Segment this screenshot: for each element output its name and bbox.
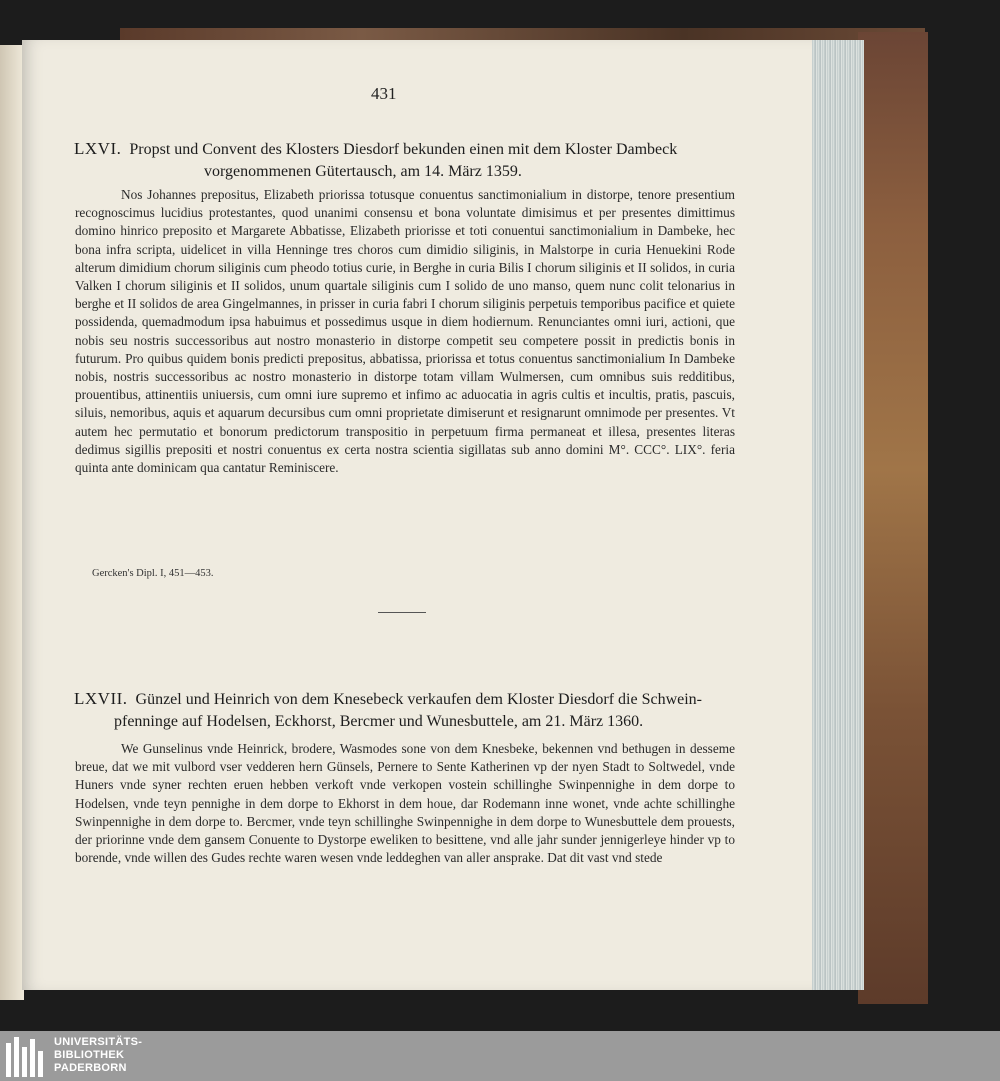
document-67-heading <box>74 688 734 733</box>
page-number: 431 <box>371 84 397 103</box>
library-logo-icon <box>4 1035 48 1077</box>
document-66-title-line1: Propst und Convent des Klosters Diesdorf bekunden einen mit dem Kloster Dambeck <box>129 141 678 158</box>
document-66-reference: Gercken's Dipl. I, 451—453. <box>92 568 214 579</box>
facing-page-edge <box>0 45 24 1000</box>
document-67-number: LXVII. <box>74 689 128 708</box>
library-name <box>54 1036 142 1075</box>
document-66-text <box>75 186 735 477</box>
document-67-paragraph: We Gunselinus vnde Heinrick, brodere, Wasmodes sone von dem Knesbeke, bekennen vnd bethugen in desseme breue, dat we mit vulbord vser vedderen hern Günsels, Pernere to Sente Katherinen vp der nyen Stadt to Soltwedel, vnde Huners vnde syner rechten eruen hebben verkoft vnde verkopen vostein schillinghe Swinpennighe in dem dorpe to Hodelsen, vnde teyn pennighe in dem dorpe to Ekhorst in dem houe, dar Rodemann inne wonet, vnde achte schillinghe Swinpennighe in dem dorpe to. Bercmer, vnde teyn schillinghe Swinpennighe in dem dorpe to Wunesbuttele dem prouests, der priorinne vnde dem gansem Conuente to Dystorpe eweliken to besittene, vnd alle jahr sunder jennigerleye hinder vp to borende, vnde willen des Gudes rechte waren wesen vnde leddeghen van aller ansprake. Dat dit vast vnd stede <box>75 741 735 866</box>
document-66-number: LXVI. <box>74 139 122 158</box>
book-cover-right <box>858 32 928 1004</box>
document-66-paragraph: Nos Johannes prepositus, Elizabeth priorissa totusque conuentus sanctimonialium in distorpe, tenore presentium recognoscimus lucidius protestantes, quod unanimi consensu et bona voluntate dimisimus et per presentes dimittimus domino hinrico preposito et Margarete Abbatisse, Elizabeth priorisse et toti conuentui sanctimonialium in Dambeke, hec bona infra scripta, uidelicet in villa Henninge tres choros cum dimidio siliginis, in Malstorpe in curia Henuekini Rode alterum dimidium chorum siliginis cum pheodo totius curie, in Berghe in curia Bilis I chorum siliginis et II solidos, in curia Valken I chorum siliginis et II solidos, unum quartale siliginis cum I solido de uno manso, quem nunc colit telonarius in berghe et II solidos de area Gingelmannes, in prisser in curia fabri I chorum siliginis perpetuis temporibus pacifice et quiete possidenda, quemadmodum ipsa habuimus et possedimus usque in diem hodiernum. Renunciantes omni iuri, actioni, que nobis seu nostris successoribus aut nostro monasterio in distorpe competit seu competere possit in predictis bonis in futurum. Pro quibus quidem bonis predicti prepositus, abbatissa, priorissa et totus conuentus sanctimonialium In Dambeke nobis, nostris successoribus ac nostro monasterio in distorpe totam villam Wulmersen, cum omnibus suis redditibus, prouentibus, attinentiis uniuersis, cum omni iure supremo et infimo ac aduocatia in agris cultis et incultis, pratis, pascuis, siluis, nemoribus, aquis et aquarum decursibus cum omni proprietate dimiserunt et resignarunt omnimode per presentes. Vt autem hec permutatio et bonorum predictorum transpositio in perpetuum firma permaneat et illesa, presentes literas dedimus sigillis prepositi et nostri conuentus ex certa nostra scientia sigillatas sub anno domini M°. CCC°. LIX°. feria quinta ante dominicam qua cantatur Reminiscere. <box>75 187 735 476</box>
document-67-text <box>75 740 735 867</box>
document-67-title-line2: pfenninge auf Hodelsen, Eckhorst, Bercmer und Wunesbuttele, am 21. März 1360. <box>114 713 644 730</box>
document-67-title-line1: Günzel und Heinrich von dem Knesebeck verkaufen dem Kloster Diesdorf die Schwein- <box>135 691 702 708</box>
page-edges <box>812 40 864 990</box>
document-66-heading <box>74 138 734 183</box>
library-name-line2: BIBLIOTHEK <box>54 1049 125 1061</box>
document-66-title-line2: vorgenommenen Gütertausch, am 14. März 1359. <box>204 163 522 180</box>
library-footer <box>0 1031 1000 1081</box>
library-name-line1: UNIVERSITÄTS- <box>54 1036 143 1048</box>
library-name-line3: PADERBORN <box>54 1062 127 1074</box>
section-divider <box>378 612 426 613</box>
